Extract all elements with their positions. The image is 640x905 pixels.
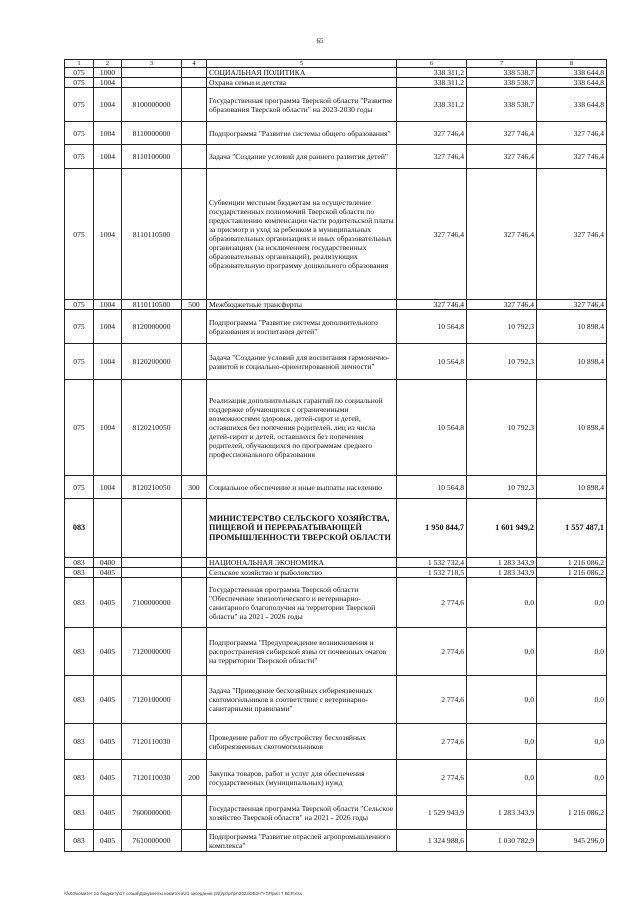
cell-section-code: 0405 — [94, 578, 122, 628]
cell-amount-year3: 338 644,8 — [537, 78, 607, 88]
cell-amount-year2: 0,0 — [467, 676, 537, 724]
table-row — [65, 122, 607, 145]
cell-amount-year3: 10 898,4 — [537, 344, 607, 380]
file-path-footer: \\fs03\комитет по бюджету\17 созыв\Документы комитета\21 заседание (32)\pr\pr\pr\2023\ЗБЭ-П-7\Прил 7 ВСР.xlsx — [64, 891, 302, 896]
cell-amount-year2: 10 792,3 — [467, 344, 537, 380]
cell-expense-type — [182, 724, 207, 760]
cell-target-code: 8110000000 — [122, 122, 182, 145]
cell-ministry-code: 083 — [65, 830, 94, 852]
column-header: 6 — [397, 60, 467, 68]
cell-amount-year1: 1 529 943,9 — [397, 796, 467, 830]
cell-amount-year3: 327 746,4 — [537, 169, 607, 300]
cell-section-code: 1004 — [94, 145, 122, 169]
cell-target-code: 8120200000 — [122, 344, 182, 380]
cell-amount-year3: 10 898,4 — [537, 310, 607, 344]
cell-ministry-code: 083 — [65, 499, 94, 558]
cell-description: Межбюджетные трансферты — [207, 300, 397, 310]
cell-amount-year1: 2 774,6 — [397, 628, 467, 676]
cell-amount-year3: 10 898,4 — [537, 380, 607, 476]
cell-section-code: 1004 — [94, 380, 122, 476]
cell-description: Реализация дополнительных гарантий по социальной поддержке обучающихся с ограниченными возможностями здоровья, детей-сирот и детей, оставшихся без попечения родителей, лиц из числа детей-сирот и детей, оставшихся без попечения родителей, обучающихся по программам среднего профессионального образования — [207, 380, 397, 476]
cell-amount-year2: 1 601 949,2 — [467, 499, 537, 558]
cell-amount-year2: 338 538,7 — [467, 78, 537, 88]
cell-expense-type — [182, 558, 207, 568]
column-header: 7 — [467, 60, 537, 68]
cell-target-code: 7600000000 — [122, 796, 182, 830]
cell-section-code: 1004 — [94, 300, 122, 310]
table-row — [65, 68, 607, 78]
cell-description: СОЦИАЛЬНАЯ ПОЛИТИКА — [207, 68, 397, 78]
cell-amount-year1: 10 564,8 — [397, 476, 467, 499]
cell-expense-type — [182, 796, 207, 830]
table-row — [65, 760, 607, 796]
cell-amount-year2: 10 792,3 — [467, 380, 537, 476]
cell-amount-year1: 2 774,6 — [397, 578, 467, 628]
cell-expense-type — [182, 380, 207, 476]
table-row — [65, 145, 607, 169]
cell-description: Подпрограмма "Развитие системы дополнительного образования и воспитания детей" — [207, 310, 397, 344]
cell-amount-year2: 338 538,7 — [467, 68, 537, 78]
table-row — [65, 724, 607, 760]
cell-amount-year1: 2 774,6 — [397, 724, 467, 760]
table-body — [65, 68, 607, 852]
cell-target-code — [122, 68, 182, 78]
cell-description: Охрана семьи и детства — [207, 78, 397, 88]
cell-amount-year2: 0,0 — [467, 760, 537, 796]
cell-section-code: 1004 — [94, 310, 122, 344]
cell-expense-type — [182, 78, 207, 88]
table-row — [65, 796, 607, 830]
table-row — [65, 310, 607, 344]
cell-expense-type: 200 — [182, 760, 207, 796]
cell-amount-year3: 0,0 — [537, 724, 607, 760]
cell-expense-type — [182, 169, 207, 300]
table-row — [65, 88, 607, 122]
cell-target-code: 8110100000 — [122, 145, 182, 169]
cell-amount-year2: 327 746,4 — [467, 122, 537, 145]
cell-ministry-code: 075 — [65, 344, 94, 380]
cell-amount-year3: 10 898,4 — [537, 476, 607, 499]
cell-amount-year1: 2 774,6 — [397, 760, 467, 796]
cell-expense-type — [182, 122, 207, 145]
cell-amount-year3: 1 557 487,1 — [537, 499, 607, 558]
cell-amount-year2: 1 283 343,9 — [467, 558, 537, 568]
cell-amount-year1: 1 324 988,6 — [397, 830, 467, 852]
cell-amount-year3: 0,0 — [537, 760, 607, 796]
cell-amount-year3: 0,0 — [537, 578, 607, 628]
cell-amount-year3: 327 746,4 — [537, 145, 607, 169]
cell-description: Задача "Создание условий для раннего развития детей" — [207, 145, 397, 169]
cell-ministry-code: 075 — [65, 476, 94, 499]
cell-amount-year2: 0,0 — [467, 578, 537, 628]
cell-ministry-code: 075 — [65, 169, 94, 300]
column-header: 3 — [122, 60, 182, 68]
cell-ministry-code: 083 — [65, 796, 94, 830]
cell-description: Государственная программа Тверской области "Развитие образования Тверской области" на 2023-2030 годы — [207, 88, 397, 122]
cell-section-code: 0405 — [94, 796, 122, 830]
cell-target-code: 7100000000 — [122, 578, 182, 628]
table-row — [65, 169, 607, 300]
column-header: 2 — [94, 60, 122, 68]
cell-amount-year2: 0,0 — [467, 724, 537, 760]
cell-expense-type — [182, 568, 207, 578]
cell-target-code: 8120210050 — [122, 476, 182, 499]
cell-target-code: 8100000000 — [122, 88, 182, 122]
cell-amount-year1: 10 564,8 — [397, 344, 467, 380]
table-row — [65, 344, 607, 380]
cell-amount-year1: 1 532 732,4 — [397, 558, 467, 568]
cell-target-code: 7610000000 — [122, 830, 182, 852]
cell-amount-year1: 10 564,8 — [397, 380, 467, 476]
table-row — [65, 300, 607, 310]
cell-amount-year2: 1 283 343,9 — [467, 568, 537, 578]
cell-amount-year2: 1 030 782,9 — [467, 830, 537, 852]
budget-table — [64, 59, 607, 852]
cell-amount-year3: 1 216 086,2 — [537, 796, 607, 830]
cell-amount-year1: 327 746,4 — [397, 145, 467, 169]
cell-description: Подпрограмма "Развитие системы общего образования" — [207, 122, 397, 145]
cell-target-code: 7120100000 — [122, 676, 182, 724]
cell-amount-year1: 327 746,4 — [397, 300, 467, 310]
cell-expense-type: 500 — [182, 300, 207, 310]
cell-target-code: 8110110500 — [122, 300, 182, 310]
cell-section-code: 1004 — [94, 169, 122, 300]
cell-ministry-code: 083 — [65, 724, 94, 760]
cell-amount-year3: 327 746,4 — [537, 122, 607, 145]
cell-target-code — [122, 568, 182, 578]
cell-description: Субвенции местным бюджетам на осуществление государственных полномочий Тверской области по предоставлению компенсации части родительской платы за присмотр и уход за ребенком в муниципальных образовательных организациях и иных образовательных организациях (за исключением государственных образовательных организаций), реализующих образовательную программу дошкольного образования — [207, 169, 397, 300]
cell-target-code: 7120000000 — [122, 628, 182, 676]
cell-amount-year3: 0,0 — [537, 676, 607, 724]
cell-section-code: 0400 — [94, 558, 122, 568]
cell-ministry-code: 075 — [65, 122, 94, 145]
cell-section-code: 1004 — [94, 122, 122, 145]
cell-amount-year1: 2 774,6 — [397, 676, 467, 724]
table-row — [65, 380, 607, 476]
cell-amount-year1: 10 564,8 — [397, 310, 467, 344]
cell-amount-year2: 327 746,4 — [467, 145, 537, 169]
cell-expense-type — [182, 628, 207, 676]
cell-expense-type — [182, 499, 207, 558]
cell-description: Подпрограмма "Предупреждение возникновения и распространения сибирской язвы от почвенных очагов на территории Тверской области" — [207, 628, 397, 676]
cell-amount-year2: 327 746,4 — [467, 300, 537, 310]
cell-expense-type — [182, 676, 207, 724]
cell-ministry-code: 075 — [65, 300, 94, 310]
cell-description: Сельское хозяйство и рыболовство — [207, 568, 397, 578]
table-row — [65, 578, 607, 628]
cell-target-code: 7120110030 — [122, 760, 182, 796]
cell-ministry-code: 075 — [65, 88, 94, 122]
cell-description: Государственная программа Тверской области "Сельское хозяйство Тверской области" на 2021 - 2026 годы — [207, 796, 397, 830]
cell-ministry-code: 083 — [65, 578, 94, 628]
cell-amount-year2: 10 792,3 — [467, 310, 537, 344]
cell-description: Государственная программа Тверской области "Обеспечение эпизоотического и ветеринарно-санитарного благополучия на территории Тверской области" на 2021 - 2026 годы — [207, 578, 397, 628]
cell-target-code — [122, 499, 182, 558]
cell-target-code: 7120110030 — [122, 724, 182, 760]
cell-amount-year1: 338 311,2 — [397, 68, 467, 78]
cell-amount-year1: 338 311,2 — [397, 78, 467, 88]
cell-ministry-code: 075 — [65, 380, 94, 476]
table-header — [65, 60, 607, 68]
cell-expense-type — [182, 344, 207, 380]
cell-expense-type: 300 — [182, 476, 207, 499]
cell-amount-year1: 338 311,2 — [397, 88, 467, 122]
cell-description: НАЦИОНАЛЬНАЯ ЭКОНОМИКА — [207, 558, 397, 568]
cell-description: Задача "Создание условий для воспитания гармонично-развитой и социально-ориентированной личности" — [207, 344, 397, 380]
table-row — [65, 78, 607, 88]
table-row — [65, 628, 607, 676]
cell-ministry-code: 083 — [65, 760, 94, 796]
cell-ministry-code: 083 — [65, 558, 94, 568]
cell-ministry-code: 075 — [65, 310, 94, 344]
cell-expense-type — [182, 310, 207, 344]
cell-amount-year2: 0,0 — [467, 628, 537, 676]
cell-section-code: 1000 — [94, 68, 122, 78]
page-number: 65 — [316, 37, 324, 45]
cell-description: Проведение работ по обустройству бесхозяйных сибиреязвенных скотомогильников — [207, 724, 397, 760]
cell-description: Социальное обеспечение и иные выплаты населению — [207, 476, 397, 499]
cell-section-code: 1004 — [94, 78, 122, 88]
column-header: 5 — [207, 60, 397, 68]
cell-expense-type — [182, 88, 207, 122]
table-row — [65, 476, 607, 499]
cell-target-code: 8120210050 — [122, 380, 182, 476]
cell-section-code: 0405 — [94, 568, 122, 578]
cell-amount-year2: 1 283 343,9 — [467, 796, 537, 830]
cell-amount-year2: 327 746,4 — [467, 169, 537, 300]
cell-description: Подпрограмма "Развитие отраслей агропромышленного комплекса" — [207, 830, 397, 852]
cell-section-code: 0405 — [94, 760, 122, 796]
table-row — [65, 499, 607, 558]
cell-ministry-code: 075 — [65, 145, 94, 169]
cell-ministry-code: 083 — [65, 568, 94, 578]
table-row — [65, 568, 607, 578]
table-row — [65, 830, 607, 852]
cell-section-code: 0405 — [94, 724, 122, 760]
cell-amount-year1: 327 746,4 — [397, 169, 467, 300]
cell-section-code — [94, 499, 122, 558]
cell-amount-year3: 0,0 — [537, 628, 607, 676]
cell-amount-year3: 338 644,8 — [537, 88, 607, 122]
column-header: 4 — [182, 60, 207, 68]
cell-ministry-code: 083 — [65, 628, 94, 676]
table-row — [65, 676, 607, 724]
column-header: 8 — [537, 60, 607, 68]
cell-target-code — [122, 558, 182, 568]
cell-expense-type — [182, 145, 207, 169]
cell-amount-year3: 338 644,8 — [537, 68, 607, 78]
cell-section-code: 1004 — [94, 88, 122, 122]
cell-target-code: 8120000000 — [122, 310, 182, 344]
cell-amount-year2: 10 792,3 — [467, 476, 537, 499]
cell-description: Закупка товаров, работ и услуг для обеспечения государственных (муниципальных) нужд — [207, 760, 397, 796]
cell-amount-year1: 327 746,4 — [397, 122, 467, 145]
cell-amount-year3: 1 216 086,2 — [537, 568, 607, 578]
cell-ministry-code: 083 — [65, 676, 94, 724]
cell-ministry-code: 075 — [65, 68, 94, 78]
cell-section-code: 0405 — [94, 830, 122, 852]
cell-ministry-code: 075 — [65, 78, 94, 88]
cell-expense-type — [182, 830, 207, 852]
cell-amount-year3: 945 296,0 — [537, 830, 607, 852]
cell-amount-year3: 1 216 086,2 — [537, 558, 607, 568]
cell-description: Задача "Приведение бесхозяйных сибиреязвенных скотомогильников в соответствие с ветеринарно-санитарными правилами" — [207, 676, 397, 724]
cell-amount-year2: 338 538,7 — [467, 88, 537, 122]
cell-section-code: 0405 — [94, 676, 122, 724]
cell-description: МИНИСТЕРСТВО СЕЛЬСКОГО ХОЗЯЙСТВА, ПИЩЕВОЙ И ПЕРЕРАБАТЫВАЮЩЕЙ ПРОМЫШЛЕННОСТИ ТВЕРСКОЙ ОБЛАСТИ — [207, 499, 397, 558]
cell-amount-year1: 1 950 844,7 — [397, 499, 467, 558]
cell-amount-year1: 1 532 718,5 — [397, 568, 467, 578]
cell-expense-type — [182, 68, 207, 78]
cell-expense-type — [182, 578, 207, 628]
cell-amount-year3: 327 746,4 — [537, 300, 607, 310]
cell-target-code: 8110110500 — [122, 169, 182, 300]
cell-section-code: 1004 — [94, 476, 122, 499]
cell-section-code: 1004 — [94, 344, 122, 380]
cell-section-code: 0405 — [94, 628, 122, 676]
column-header: 1 — [65, 60, 94, 68]
cell-target-code — [122, 78, 182, 88]
table-row — [65, 558, 607, 568]
